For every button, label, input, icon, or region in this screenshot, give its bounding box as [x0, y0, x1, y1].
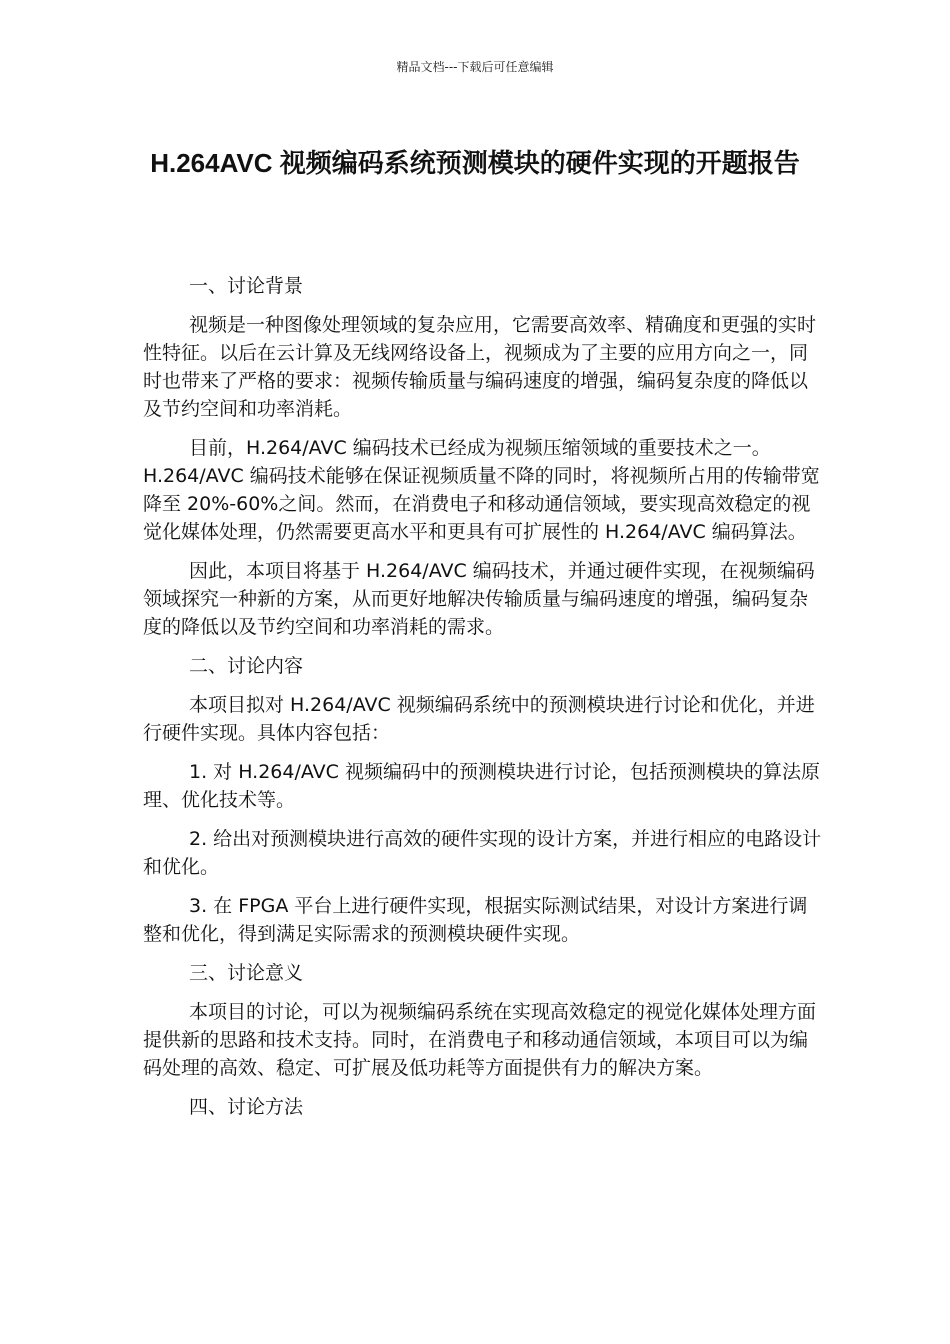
document-title: H.264AVC 视频编码系统预测模块的硬件实现的开题报告 — [150, 148, 800, 178]
section-heading-significance: 三、讨论意义 — [189, 962, 304, 984]
section-heading-method: 四、讨论方法 — [189, 1096, 304, 1118]
list-item: 3. 在 FPGA 平台上进行硬件实现，根据实际测试结果，对设计方案进行调整和优化，得到满足实际需求的预测模块硬件实现。 — [143, 895, 808, 945]
header-note: 精品文档---下载后可任意编辑 — [396, 60, 554, 74]
paragraph: 因此，本项目将基于 H.264/AVC 编码技术，并通过硬件实现，在视频编码领域探究一种新的方案，从而更好地解决传输质量与编码速度的增强，编码复杂度的降低以及节约空间和功率消耗的需求。 — [143, 560, 815, 638]
list-item: 1. 对 H.264/AVC 视频编码中的预测模块进行讨论，包括预测模块的算法原理、优化技术等。 — [143, 761, 820, 811]
section-heading-content: 二、讨论内容 — [189, 655, 304, 677]
paragraph: 本项目的讨论，可以为视频编码系统在实现高效稳定的视觉化媒体处理方面提供新的思路和技术支持。同时，在消费电子和移动通信领域，本项目可以为编码处理的高效、稳定、可扩展及低功耗等方面提供有力的解决方案。 — [143, 1001, 817, 1079]
paragraph: 本项目拟对 H.264/AVC 视频编码系统中的预测模块进行讨论和优化，并进行硬件实现。具体内容包括： — [143, 694, 815, 744]
document-body — [143, 272, 823, 1132]
paragraph: 目前，H.264/AVC 编码技术已经成为视频压缩领域的重要技术之一。H.264/AVC 编码技术能够在保证视频质量不降的同时，将视频所占用的传输带宽降至 20%-60%之间。然而，在消费电子和移动通信领域，要实现高效稳定的视觉化媒体处理，仍然需要更高水平和更具有可扩展性的 H.264/AVC 编码算法。 — [143, 437, 820, 543]
list-item: 2. 给出对预测模块进行高效的硬件实现的设计方案，并进行相应的电路设计和优化。 — [143, 828, 822, 878]
section-heading-background: 一、讨论背景 — [189, 275, 304, 297]
paragraph: 视频是一种图像处理领域的复杂应用，它需要高效率、精确度和更强的实时性特征。以后在云计算及无线网络设备上，视频成为了主要的应用方向之一，同时也带来了严格的要求：视频传输质量与编码速度的增强，编码复杂度的降低以及节约空间和功率消耗。 — [143, 314, 817, 420]
